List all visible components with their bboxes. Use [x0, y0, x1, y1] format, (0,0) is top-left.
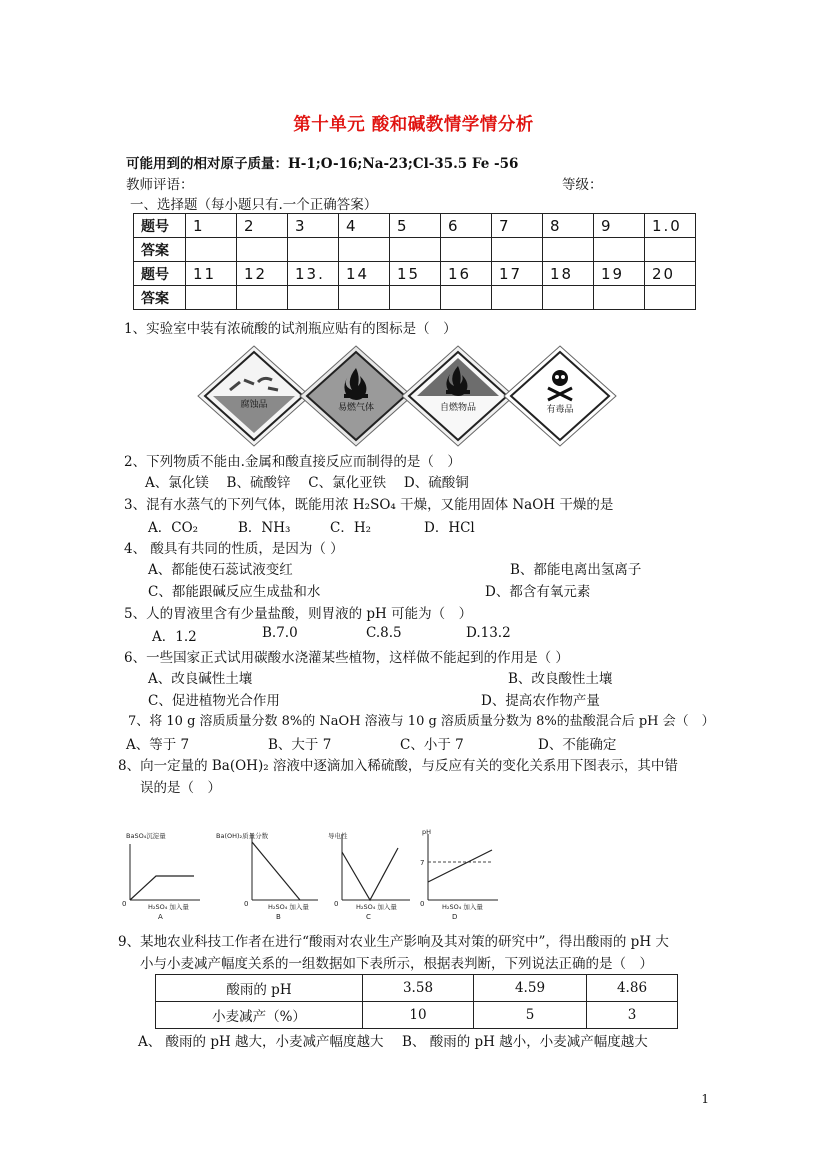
table-row	[156, 975, 678, 1002]
answer-cell[interactable]	[645, 238, 696, 262]
question-number-cell: 14	[339, 262, 390, 286]
option-b: B、都能电离出氢离子	[510, 562, 642, 578]
answer-cell[interactable]	[441, 286, 492, 310]
corrosive-label: 腐蚀品	[240, 400, 268, 410]
question-number-cell: 5	[390, 214, 441, 238]
answer-cell[interactable]	[492, 286, 543, 310]
question-number-cell: 3	[288, 214, 339, 238]
question-number-cell: 6	[441, 214, 492, 238]
question-4: 4、 酸具有共同的性质，是因为（ ）	[124, 541, 344, 557]
question-number-cell: 18	[543, 262, 594, 286]
question-number-cell: 1.0	[645, 214, 696, 238]
option-b: B.7.0	[262, 625, 298, 641]
option-a: A．1.2	[152, 629, 197, 645]
table-row	[134, 214, 696, 238]
question-2: 2、下列物质不能由.金属和酸直接反应而制得的是（ ）	[124, 454, 461, 470]
option-b: B、大于 7	[268, 737, 332, 753]
question-number-cell: 2	[237, 214, 288, 238]
graph-b-xlabel: H₂SO₄ 加入量	[268, 903, 309, 911]
answer-cell[interactable]	[543, 238, 594, 262]
answer-cell[interactable]	[237, 286, 288, 310]
page-title: 第十单元 酸和碱教情学情分析	[293, 115, 534, 135]
answer-cell[interactable]	[441, 238, 492, 262]
option-a: A、等于 7	[126, 737, 190, 753]
graph-d-letter: D	[452, 913, 458, 921]
question-number-cell: 12	[237, 262, 288, 286]
table-row-label: 小麦减产（%）	[156, 1002, 363, 1029]
question-6: 6、一些国家正式试用碳酸水浇灌某些植物，这样做不能起到的作用是（ ）	[124, 650, 569, 666]
answer-cell[interactable]	[339, 286, 390, 310]
question-number-cell: 13.	[288, 262, 339, 286]
spontaneous-combustion-label: 自燃物品	[439, 403, 477, 413]
question-9-continued: 小与小麦减产幅度关系的一组数据如下表所示，根据表判断，下列说法正确的是（ ）	[140, 956, 653, 972]
option-a: A．CO₂	[148, 520, 199, 536]
toxic-label: 有毒品	[546, 405, 574, 415]
option-d: D、都含有氧元素	[485, 584, 591, 600]
answer-cell[interactable]	[339, 238, 390, 262]
graph-d-xlabel: H₂SO₄ 加入量	[442, 903, 483, 911]
option-a: A、 酸雨的 pH 越大，小麦减产幅度越大	[138, 1034, 384, 1050]
hazard-signs	[196, 344, 626, 448]
option-a: A、都能使石蕊试液变红	[148, 562, 293, 578]
question-3: 3、混有水蒸气的下列气体，既能用浓 H₂SO₄ 干燥，又能用固体 NaOH 干燥的是	[124, 497, 614, 513]
table-cell: 5	[474, 1002, 587, 1029]
option-d: D.13.2	[466, 625, 511, 641]
answer-label: 答案	[134, 238, 186, 262]
question-2-options: A、氯化镁 B、硫酸锌 C、氯化亚铁 D、硫酸铜	[145, 475, 469, 491]
table-cell: 10	[363, 1002, 474, 1029]
toxic-sign	[504, 346, 616, 446]
question-number-cell: 20	[645, 262, 696, 286]
question-9: 9、某地农业科技工作者在进行“酸雨对农业生产影响及其对策的研究中”，得出酸雨的 pH 大	[118, 934, 669, 950]
question-number-cell: 16	[441, 262, 492, 286]
table-cell: 3	[587, 1002, 678, 1029]
option-b: B、改良酸性土壤	[508, 671, 613, 687]
question-number-cell: 1	[186, 214, 237, 238]
answer-cell[interactable]	[594, 238, 645, 262]
option-c: C、促进植物光合作用	[148, 693, 280, 709]
question-8-continued: 误的是（ ）	[140, 780, 221, 796]
graph-a-letter: A	[158, 913, 163, 921]
option-c: C、都能跟碱反应生成盐和水	[148, 584, 321, 600]
graph-d-mark: 7	[420, 859, 425, 867]
question-number-label: 题号	[134, 262, 186, 286]
atomic-mass-line: 可能用到的相对原子质量：H-1;O-16;Na-23;Cl-35.5 Fe -56	[126, 156, 519, 172]
graph-b-origin: 0	[244, 900, 249, 908]
question-number-cell: 7	[492, 214, 543, 238]
graph-b-ylabel: Ba(OH)₂质量分数	[216, 832, 269, 840]
table-cell: 4.86	[587, 975, 678, 1002]
graph-a	[122, 831, 200, 921]
question-number-cell: 9	[594, 214, 645, 238]
flammable-gas-sign	[300, 346, 412, 446]
option-a: A、改良碱性土壤	[148, 671, 253, 687]
answer-cell[interactable]	[186, 238, 237, 262]
answer-cell[interactable]	[186, 286, 237, 310]
graph-c-xlabel: H₂SO₄ 加入量	[356, 903, 397, 911]
page-number: 1	[701, 1092, 709, 1106]
corrosive-sign	[198, 346, 310, 446]
question-number-label: 题号	[134, 214, 186, 238]
table-row	[134, 286, 696, 310]
option-d: D、提高农作物产量	[481, 693, 600, 709]
answer-cell[interactable]	[237, 238, 288, 262]
question-number-cell: 17	[492, 262, 543, 286]
table-cell: 3.58	[363, 975, 474, 1002]
question-number-cell: 15	[390, 262, 441, 286]
q8-graphs	[118, 820, 498, 926]
graph-b-letter: B	[276, 913, 281, 921]
table-row-label: 酸雨的 pH	[156, 975, 363, 1002]
option-c: C．H₂	[330, 520, 372, 536]
question-number-cell: 8	[543, 214, 594, 238]
table-cell: 4.59	[474, 975, 587, 1002]
graph-d	[420, 828, 498, 921]
option-b: B．NH₃	[238, 520, 291, 536]
graph-b	[216, 831, 318, 921]
question-1: 1、实验室中装有浓硫酸的试剂瓶应贴有的图标是（ ）	[124, 321, 457, 337]
answer-cell[interactable]	[492, 238, 543, 262]
option-c: C.8.5	[366, 625, 402, 641]
question-number-cell: 19	[594, 262, 645, 286]
acid-rain-table	[155, 974, 678, 1029]
flammable-gas-label: 易燃气体	[337, 403, 375, 413]
question-8: 8、向一定量的 Ba(OH)₂ 溶液中逐滴加入稀硫酸，与反应有关的变化关系用下图表示，其中错	[118, 758, 678, 774]
question-5: 5、人的胃液里含有少量盐酸，则胃液的 pH 可能为（ ）	[124, 606, 473, 622]
graph-c	[328, 831, 410, 921]
table-row	[156, 1002, 678, 1029]
answer-cell[interactable]	[288, 286, 339, 310]
answer-cell[interactable]	[390, 286, 441, 310]
question-number-cell: 4	[339, 214, 390, 238]
answer-table	[133, 213, 696, 310]
option-c: C、小于 7	[400, 737, 464, 753]
option-b: B、 酸雨的 pH 越小，小麦减产幅度越大	[402, 1034, 648, 1050]
graph-c-origin: 0	[334, 900, 339, 908]
graph-a-ylabel: BaSO₄沉淀量	[126, 832, 166, 840]
question-7: 7、将 10 g 溶质质量分数 8%的 NaOH 溶液与 10 g 溶质质量分数为 8%的盐酸混合后 pH 会（ ）	[128, 714, 715, 729]
answer-cell[interactable]	[645, 286, 696, 310]
graph-a-origin: 0	[122, 900, 127, 908]
answer-cell[interactable]	[390, 238, 441, 262]
grade-label: 等级：	[562, 177, 603, 193]
option-d: D、不能确定	[538, 737, 617, 753]
option-d: D．HCl	[424, 520, 475, 536]
graph-d-origin: 0	[420, 900, 425, 908]
table-row	[134, 262, 696, 286]
graph-d-ylabel: pH	[422, 828, 432, 836]
graph-c-letter: C	[366, 913, 371, 921]
graph-c-ylabel: 导电性	[328, 832, 348, 840]
answer-cell[interactable]	[288, 238, 339, 262]
answer-cell[interactable]	[594, 286, 645, 310]
answer-label: 答案	[134, 286, 186, 310]
question-number-cell: 11	[186, 262, 237, 286]
section-one-heading: 一、选择题（每小题只有.一个正确答案）	[130, 197, 378, 213]
teacher-comment: 教师评语：	[126, 177, 194, 193]
answer-cell[interactable]	[543, 286, 594, 310]
table-row	[134, 238, 696, 262]
graph-a-xlabel: H₂SO₄ 加入量	[148, 903, 189, 911]
spontaneous-combustion-sign	[402, 346, 514, 446]
